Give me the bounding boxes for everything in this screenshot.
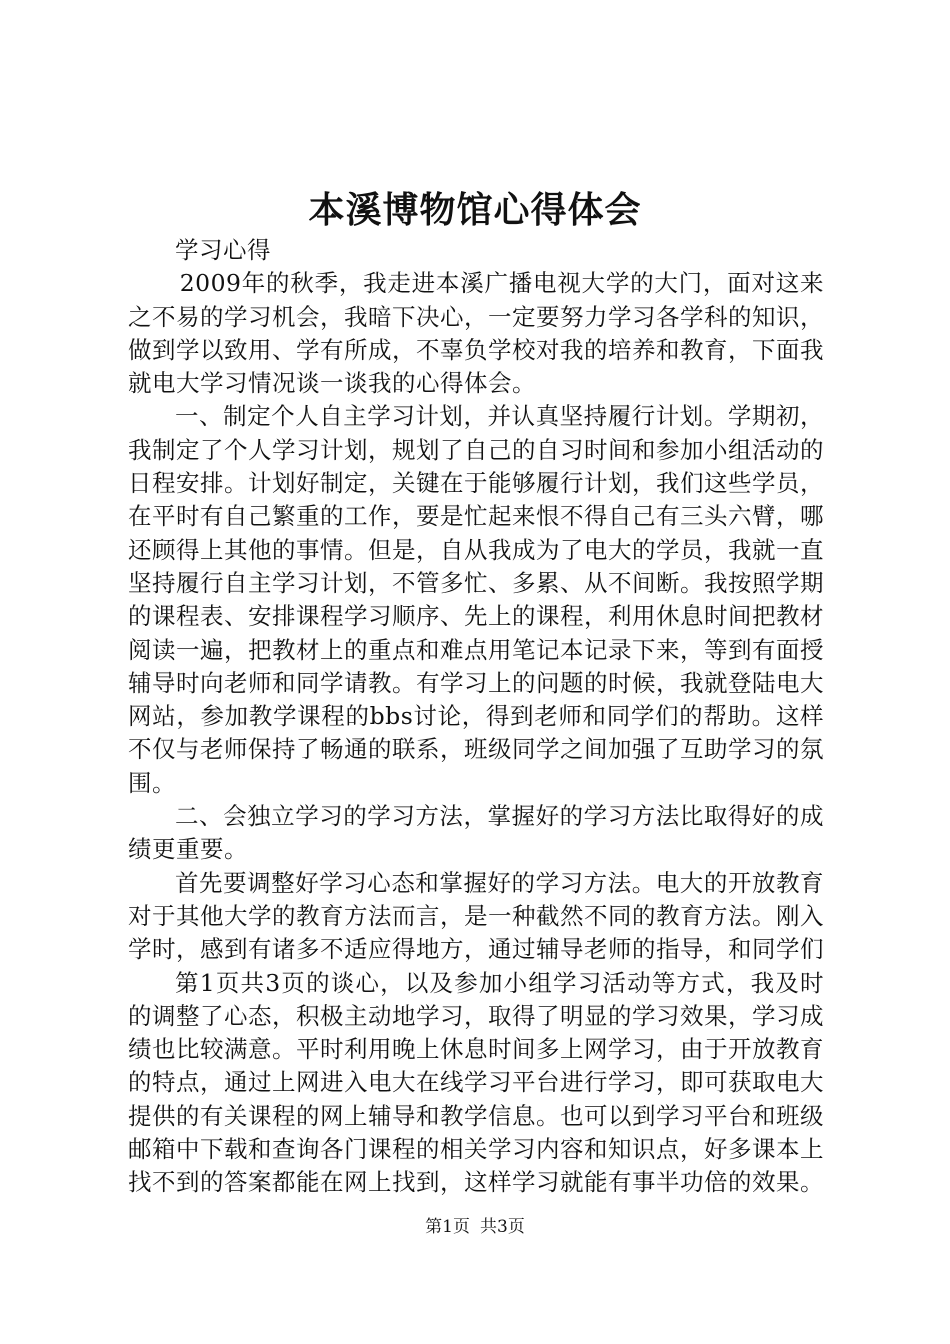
document-title: 本溪博物馆心得体会 (308, 189, 642, 231)
paragraph-section-one: 一、制定个人自主学习计划，并认真坚持履行计划。学期初，我制定了个人学习计划，规划了自己的自习时间和参加小组活动的日程安排。计划好制定，关键在于能够履行计划，我们这些学员，在平时有自己繁重的工作，要是忙起来恨不得自己有三头六臂，哪还顾得上其他的事情。但是，自从我成为了电大的学员，我就一直坚持履行自主学习计划，不管多忙、多累、从不间断。我按照学期的课程表、安排课程学习顺序、先上的课程，利用休息时间把教材阅读一遍，把教材上的重点和难点用笔记本记录下来，等到有面授辅导时向老师和同学请教。有学习上的问题的时候，我就登陆电大网站，参加教学课程的bbs讨论，得到老师和同学们的帮助。这样不仅与老师保持了畅通的联系，班级同学之间加强了互助学习的氛围。 (128, 402, 824, 797)
paragraph-intro: 2009年的秋季，我走进本溪广播电视大学的大门，面对这来之不易的学习机会，我暗下决心，一定要努力学习各学科的知识，做到学以致用、学有所成，不辜负学校对我的培养和教育，下面我就电大学习情况谈一谈我的心得体会。 (128, 269, 824, 398)
page-number-total: 共3页 (480, 1217, 525, 1237)
paragraph-section-two: 二、会独立学习的学习方法，掌握好的学习方法比取得好的成绩更重要。 (128, 802, 824, 864)
paragraph-online-learning: 第1页共3页的谈心，以及参加小组学习活动等方式，我及时的调整了心态，积极主动地学习，取得了明显的学习效果，学习成绩也比较满意。平时利用晚上休息时间多上网学习，由于开放教育的特点，通过上网进入电大在线学习平台进行学习，即可获取电大提供的有关课程的网上辅导和教学信息。也可以到学习平台和班级邮箱中下载和查询各门课程的相关学习内容和知识点，好多课本上找不到的答案都能在网上找到，这样学习就能有事半功倍的效果。 (128, 968, 824, 1197)
paragraph-heading: 学习心得 (175, 236, 271, 264)
page-number-current: 第1页 (425, 1217, 470, 1237)
page-footer (0, 1215, 950, 1239)
paragraph-adjust-mindset: 首先要调整好学习心态和掌握好的学习方法。电大的开放教育对于其他大学的教育方法而言，是一种截然不同的教育方法。刚入学时，感到有诸多不适应得地方，通过辅导老师的指导，和同学们 (128, 868, 824, 964)
document-body (128, 234, 824, 1200)
